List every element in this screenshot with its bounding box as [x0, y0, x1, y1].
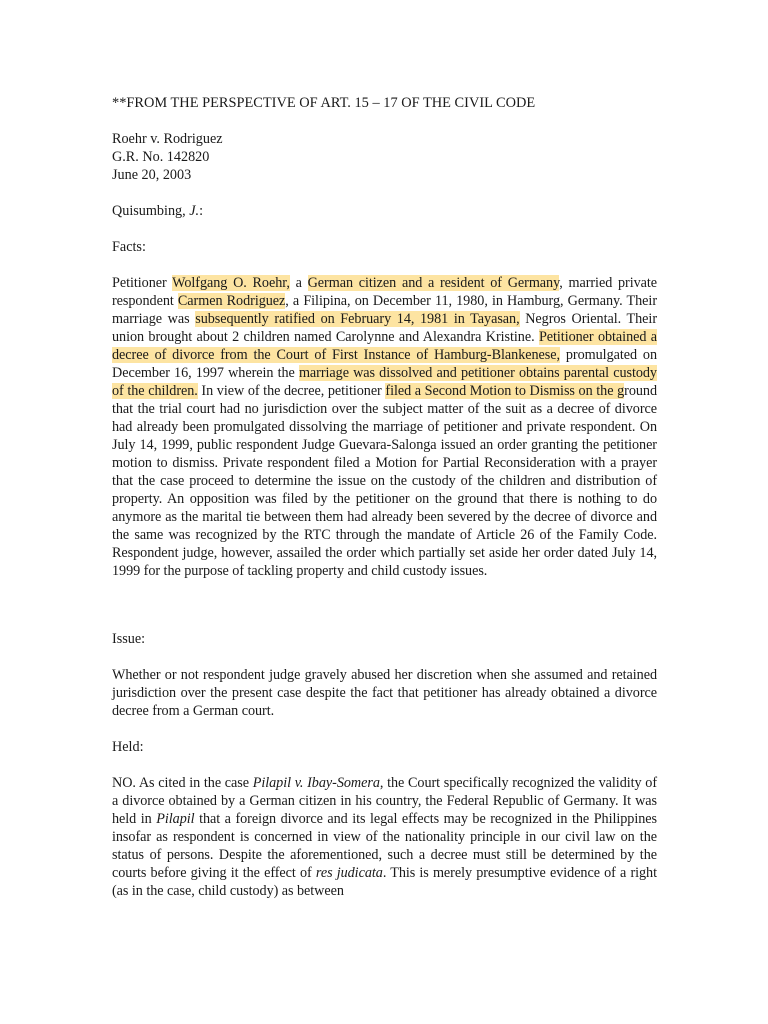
facts-text-3: , married private respondent	[112, 275, 658, 309]
facts-paragraph	[112, 274, 657, 580]
held-res-judicata: res judicata	[315, 865, 383, 881]
facts-text-1: Petitioner	[112, 275, 173, 291]
facts-text-4: , a Filipina, on December 11, 1980, in Hamburg, Germany. Their marriage was	[112, 293, 657, 327]
highlight-ratified: subsequently ratified on February 14, 1981 in Tayasan,	[195, 311, 520, 327]
facts-text-5: Negros Oriental. Their union brought about 2 children named Carolynne and Alexandra Kristine.	[112, 311, 657, 345]
highlight-respondent-name: Carmen Rodriguez	[177, 293, 286, 309]
case-title: Roehr v. Rodriguez	[112, 131, 223, 147]
facts-text-2: a	[289, 275, 308, 291]
facts-text-6: promulgated on December 16, 1997 wherein the	[112, 347, 657, 381]
document-heading: **FROM THE PERSPECTIVE OF ART. 15 – 17 OF THE CIVIL CODE	[112, 95, 536, 111]
ponente-title: J.	[189, 203, 200, 219]
held-label: Held:	[112, 739, 144, 755]
ponente-name: Quisumbing,	[112, 203, 190, 219]
highlight-petitioner-name: Wolfgang O. Roehr,	[172, 275, 290, 291]
case-info	[112, 130, 657, 184]
held-text-3: that a foreign divorce and its legal effects may be recognized in the Philippines insofar as respondent is concerned in view of the nationality principle in our civil law on the status of persons. Despite the aforementioned, such a decree must still be determined by the courts before giving it the effect of	[112, 811, 658, 881]
issue-label: Issue:	[112, 631, 146, 647]
ponente-suffix: :	[199, 203, 204, 219]
held-text-1: NO. As cited in the case	[112, 775, 253, 791]
facts-label: Facts:	[112, 239, 146, 255]
held-text-4: . This is merely presumptive evidence of a right (as in the case, child custody) as between	[112, 865, 657, 899]
ponente-line	[112, 202, 203, 220]
case-gr-number: G.R. No. 142820	[112, 149, 210, 165]
issue-paragraph: Whether or not respondent judge gravely abused her discretion when she assumed and retained jurisdiction over the present case despite the fact that petitioner has already obtained a divorce decree from a German court.	[112, 667, 657, 719]
held-pilapil: Pilapil	[156, 811, 195, 827]
held-case-citation: Pilapil v. Ibay-Somera	[252, 775, 380, 791]
highlight-marriage-dissolved: marriage was dissolved and petitioner obtains parental custody of the children.	[112, 365, 657, 399]
highlight-divorce-decree: Petitioner obtained a decree of divorce from the Court of First Instance of Hamburg-Blankenese,	[112, 329, 657, 363]
highlight-motion-to-dismiss: filed a Second Motion to Dismiss on the g	[385, 383, 625, 399]
highlight-german-citizen: German citizen and a resident of Germany	[307, 275, 560, 291]
held-paragraph	[112, 774, 657, 900]
held-text-2: , the Court specifically recognized the validity of a divorce obtained by a German citizen in his country, the Federal Republic of Germany. It was held in	[112, 775, 658, 827]
case-date: June 20, 2003	[112, 167, 192, 183]
facts-text-8: round that the trial court had no jurisdiction over the subject matter of the suit as a decree of divorce had already been promulgated dissolving the marriage of petitioner and private respondent. On July 14, 1999, public respondent Judge Guevara-Salonga issued an order granting the petitioner motion to dismiss. Private respondent filed a Motion for Partial Reconsideration with a prayer that the case proceed to determine the issue on the custody of the children and distribution of property. An opposition was filed by the petitioner on the ground that there is nothing to do anymore as the marital tie between them had already been severed by the decree of divorce and the same was recognized by the RTC through the mandate of Article 26 of the Family Code. Respondent judge, however, assailed the order which partially set aside her order dated July 14, 1999 for the purpose of tackling property and child custody issues.	[112, 383, 658, 579]
facts-text-7: In view of the decree, petitioner	[197, 383, 386, 399]
